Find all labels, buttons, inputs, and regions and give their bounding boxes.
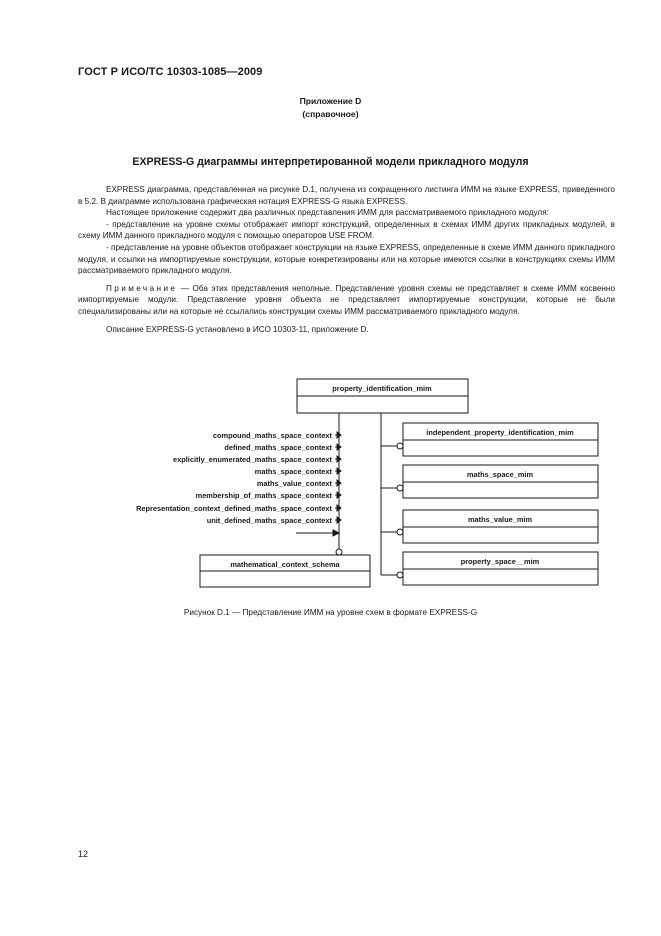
paragraph: - представление на уровне схемы отображает импорт конструкций, определенных в схемах ИММ других прикладных модулей, в схему ИММ данного прикладного модуля с помощью операторов USE FROM. xyxy=(78,219,615,241)
used-schema-label: maths_value_mim xyxy=(467,515,533,524)
document-header: ГОСТ Р ИСО/ТС 10303-1085—2009 xyxy=(78,66,263,78)
paragraph: EXPRESS диаграмма, представленная на рисунке D.1, получена из сокращенного листинга ИММ на языке EXPRESS, приведенного в 5.2. В диаграмме использована графическая нотация EXPRESS-G языка EXPRESS. xyxy=(78,185,615,206)
arrow-icon xyxy=(337,468,341,474)
referenced-item-label: maths_space_context xyxy=(254,467,332,476)
referenced-item-label: Representation_context_defined_maths_space_context xyxy=(136,504,332,513)
relationship-circle-icon xyxy=(336,549,342,555)
paragraph: Настоящее приложение содержит два различных представления ИММ для рассматриваемого прикладного модуля: xyxy=(106,208,549,218)
main-schema-label: property_identification_mim xyxy=(332,384,432,393)
relationship-circle-icon xyxy=(397,572,403,578)
arrow-icon xyxy=(337,432,341,438)
relationship-circle-icon xyxy=(397,443,403,449)
closing-paragraph: Описание EXPRESS-G установлено в ИСО 10303-11, приложение D. xyxy=(106,324,369,334)
arrow-icon xyxy=(337,517,341,523)
referenced-item-label: explicitly_enumerated_maths_space_context xyxy=(173,455,332,464)
note-text: — Оба этих представления неполные. Представление уровня схемы не представляет в схеме ИММ косвенно импортируемые модули. Представление уровня объекта не представляет импортируемые конструкции, которые не были специализированы или на которые не ссылались конструкции схемы ИММ рассматриваемого прикладного модуля. xyxy=(78,283,615,316)
arrow-icon xyxy=(337,492,341,498)
referenced-item-label: compound_maths_space_context xyxy=(212,431,332,440)
relationship-circle-icon xyxy=(397,485,403,491)
used-schema-label: maths_space_mim xyxy=(466,470,534,479)
annex-subtitle: (справочное) xyxy=(302,109,359,119)
referenced-item-label: unit_defined_maths_space_context xyxy=(206,516,332,525)
referenced-item-label: maths_value_context xyxy=(256,479,332,488)
arrow-icon xyxy=(337,505,341,511)
used-schema-label: independent_property_identification_mim xyxy=(426,428,574,437)
page-number: 12 xyxy=(78,849,89,859)
note-label: Примечание xyxy=(106,283,178,293)
referenced-item-label: membership_of_maths_space_context xyxy=(195,491,332,500)
figure-caption: Рисунок D.1 — Представление ИММ на уровне схем в формате EXPRESS-G xyxy=(183,608,478,617)
referenced-schema-label: mathematical_context_schema xyxy=(230,560,340,569)
arrow-icon xyxy=(337,456,341,462)
section-title: EXPRESS-G диаграммы интерпретированной модели прикладного модуля xyxy=(132,156,529,168)
paragraph: - представление на уровне объектов отображает конструкции на языке EXPRESS, определенные в схеме ИММ данного прикладного модуля, и ссылки на импортируемые конструкции, которые конкретизированы или на которые имеются ссылки в конструкциях схемы ИММ рассматриваемого прикладного модуля. xyxy=(78,242,615,276)
referenced-item-label: defined_maths_space_context xyxy=(224,443,332,452)
arrow-icon xyxy=(337,444,341,450)
annex-title: Приложение D xyxy=(299,96,362,106)
arrow-icon xyxy=(333,530,339,536)
used-schema-label: property_space__mim xyxy=(460,557,540,566)
relationship-circle-icon xyxy=(397,529,403,535)
arrow-icon xyxy=(337,480,341,486)
